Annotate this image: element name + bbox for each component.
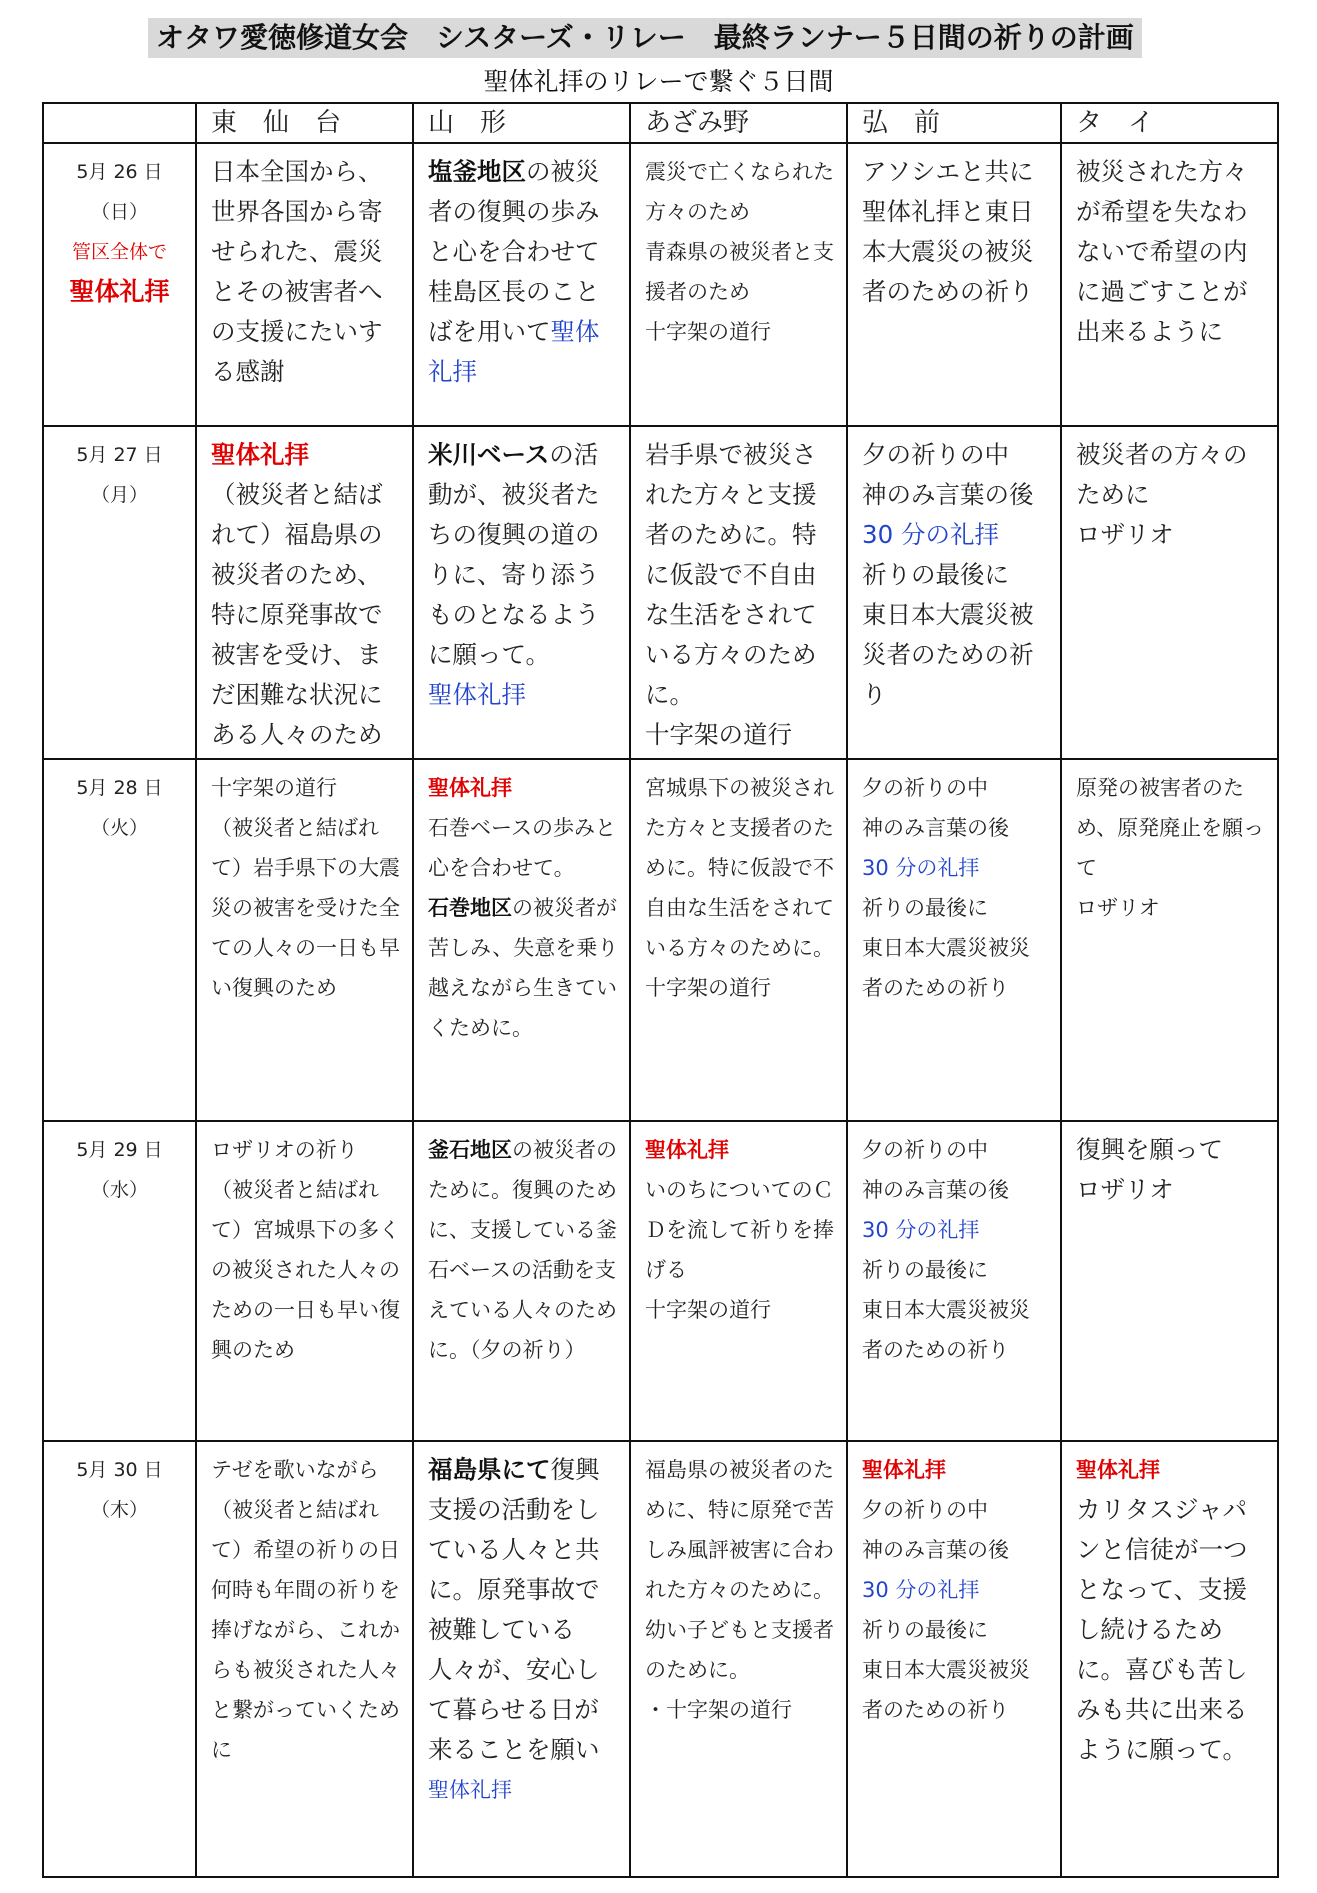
cell-azamino: 聖体礼拝 いのちについてのＣＤを流して祈りを捧げる 十字架の道行 <box>630 1121 847 1441</box>
table-row <box>43 143 1278 426</box>
cell-azamino: 震災で亡くなられた方々のため 青森県の被災者と支援者のため 十字架の道行 <box>630 143 847 426</box>
date-cell: 5月 30 日 （木） <box>43 1441 196 1877</box>
header-yamagata: 山 形 <box>413 103 630 143</box>
cell-higashisendai: 聖体礼拝 （被災者と結ばれて）福島県の被災者のため、特に原発事故で被害を受け、まだ困難な状況にある人々のため <box>196 426 413 759</box>
table-row <box>43 1441 1278 1877</box>
cell-yamagata: 塩釜地区の被災者の復興の歩みと心を合わせて桂島区長のことばを用いて聖体礼拝 <box>413 143 630 426</box>
cell-higashisendai: 十字架の道行 （被災者と結ばれて）岩手県下の大震災の被害を受けた全ての人々の一日も早い復興のため <box>196 759 413 1121</box>
page-subtitle: 聖体礼拝のリレーで繋ぐ５日間 <box>483 67 834 96</box>
cell-azamino: 岩手県で被災された方々と支援者のために。特に仮設で不自由な生活をされている方々のために。 十字架の道行 <box>630 426 847 759</box>
cell-yamagata: 釜石地区の被災者のために。復興のために、支援している釜石ベースの活動を支えている人々のために。（夕の祈り） <box>413 1121 630 1441</box>
header-azamino: あざみ野 <box>630 103 847 143</box>
cell-hirosaki: 夕の祈りの中 神のみ言葉の後 30 分の礼拝 祈りの最後に 東日本大震災被災者のための祈り <box>847 1121 1061 1441</box>
cell-yamagata: 米川ベースの活動が、被災者たちの復興の道のりに、寄り添うものとなるように願って。 聖体礼拝 <box>413 426 630 759</box>
cell-hirosaki: アソシエと共に聖体礼拝と東日本大震災の被災者のための祈り <box>847 143 1061 426</box>
header-hirosaki: 弘 前 <box>847 103 1061 143</box>
cell-thai: 聖体礼拝 カリタスジャパンと信徒が一つとなって、支援し続けるために。喜びも苦しみも共に出来るように願って。 <box>1061 1441 1278 1877</box>
cell-higashisendai: 日本全国から、世界各国から寄せられた、震災とその被害者への支援にたいする感謝 <box>196 143 413 426</box>
cell-thai: 被災者の方々のために ロザリオ <box>1061 426 1278 759</box>
date-cell: 5月 27 日 （月） <box>43 426 196 759</box>
cell-thai: 被災された方々が希望を失なわないで希望の内に過ごすことが出来るように <box>1061 143 1278 426</box>
cell-azamino: 宮城県下の被災された方々と支援者のために。特に仮設で不自由な生活をされている方々のために。 十字架の道行 <box>630 759 847 1121</box>
header-thai: タ イ <box>1061 103 1278 143</box>
header-date <box>43 103 196 143</box>
header-row <box>43 103 1278 143</box>
cell-yamagata: 福島県にて復興支援の活動をしている人々と共に。原発事故で被難している人々が、安心して暮らせる日が来ることを願い 聖体礼拝 <box>413 1441 630 1877</box>
cell-yamagata: 聖体礼拝 石巻ベースの歩みと心を合わせて。 石巻地区の被災者が苦しみ、失意を乗り越えながら生きていくために。 <box>413 759 630 1121</box>
prayer-schedule-table <box>42 102 1279 1878</box>
cell-hirosaki: 夕の祈りの中 神のみ言葉の後 30 分の礼拝 祈りの最後に 東日本大震災被災者のための祈り <box>847 426 1061 759</box>
cell-higashisendai: テゼを歌いながら （被災者と結ばれて）希望の祈りの日何時も年間の祈りを捧げながら、これからも被災された人々と繋がっていくために <box>196 1441 413 1877</box>
cell-azamino: 福島県の被災者のために、特に原発で苦しみ風評被害に合われた方々のために。 幼い子どもと支援者のために。 ・十字架の道行 <box>630 1441 847 1877</box>
table-row <box>43 759 1278 1121</box>
cell-thai: 復興を願って ロザリオ <box>1061 1121 1278 1441</box>
table-row <box>43 426 1278 759</box>
date-cell: 5月 26 日 （日） 管区全体で 聖体礼拝 <box>43 143 196 426</box>
date-cell: 5月 28 日 （火） <box>43 759 196 1121</box>
page-title: オタワ愛徳修道女会 シスターズ・リレー 最終ランナー５日間の祈りの計画 <box>148 18 1142 58</box>
cell-thai: 原発の被害者のため、原発廃止を願って ロザリオ <box>1061 759 1278 1121</box>
cell-higashisendai: ロザリオの祈り （被災者と結ばれて）宮城県下の多くの被災された人々のための一日も早い復興のため <box>196 1121 413 1441</box>
cell-hirosaki: 夕の祈りの中 神のみ言葉の後 30 分の礼拝 祈りの最後に 東日本大震災被災者のための祈り <box>847 759 1061 1121</box>
cell-hirosaki: 聖体礼拝 夕の祈りの中 神のみ言葉の後 30 分の礼拝 祈りの最後に 東日本大震災被災者のための祈り <box>847 1441 1061 1877</box>
date-cell: 5月 29 日 （水） <box>43 1121 196 1441</box>
header-higashisendai: 東 仙 台 <box>196 103 413 143</box>
table-row <box>43 1121 1278 1441</box>
